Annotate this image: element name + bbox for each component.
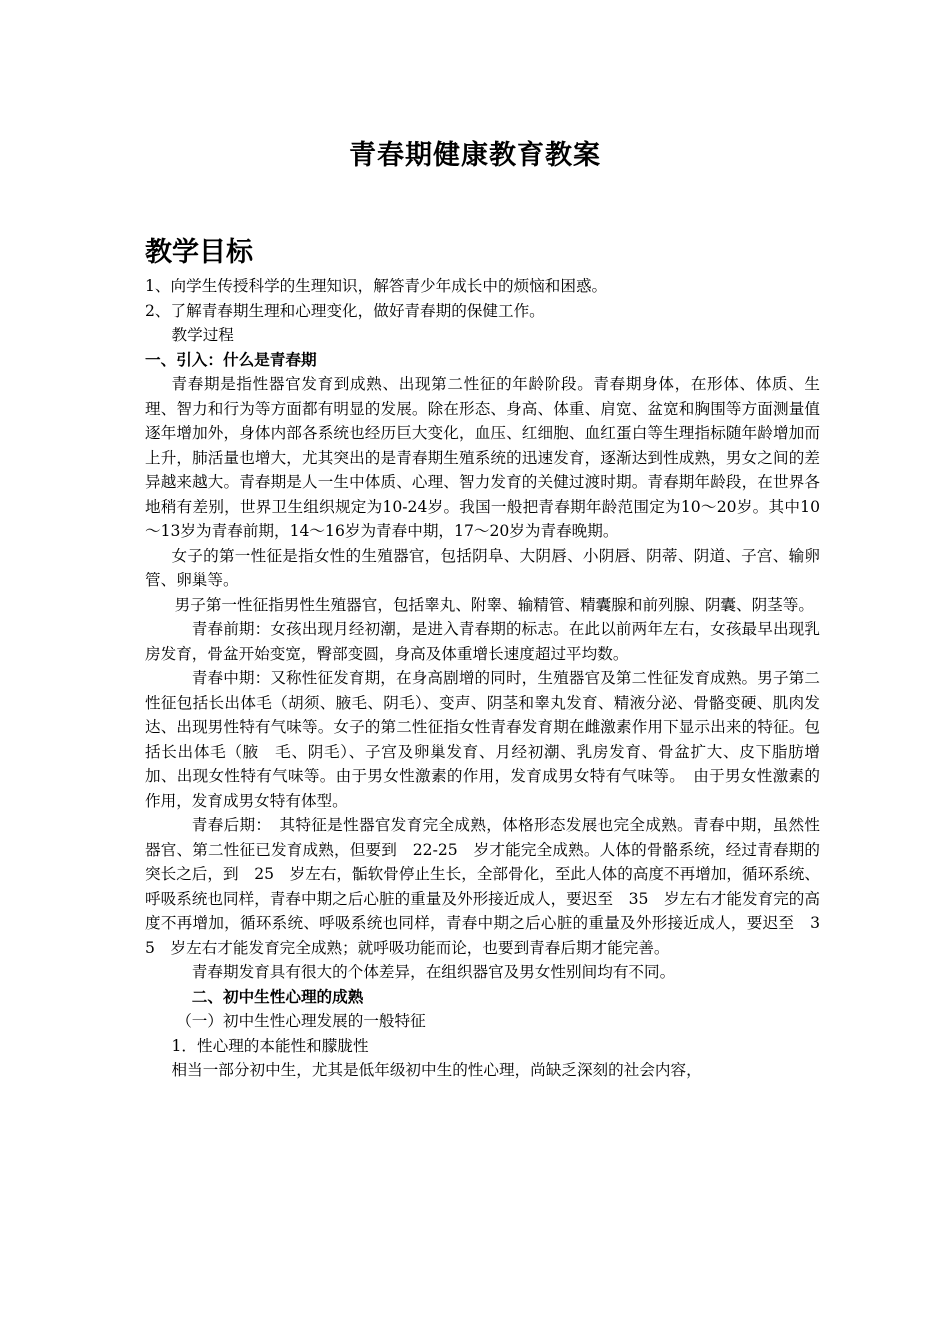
paragraph-individual-difference: 青春期发育具有很大的个体差异，在组织器官及男女性别间均有不同。 [191,963,676,981]
document-body [145,274,820,1083]
paragraph-definition: 青春期是指性器官发育到成熟、出现第二性征的年龄阶段。青春期身体，在形体、体质、生理、智力和行为等方面都有明显的发展。除在形态、身高、体重、肩宽、盆宽和胸围等方面测量值逐年增加外，身体内部各系统也经历巨大变化，血压、红细胞、血红蛋白等生理指标随年龄增加而上升，肺活量也增大，尤其突出的是青春期生殖系统的迅速发育，逐渐达到性成熟，男女之间的差异越来越大。青春期是人一生中体质、心理、智力发育的关健过渡时期。青春期年龄段，在世界各地稍有差别，世界卫生组织规定为10-24岁。我国一般把青春期年龄范围定为10～20岁。其中10～13岁为青春前期，14～16岁为青春中期，17～20岁为青春晚期。 [145,375,820,540]
subsection-heading-one: （一）初中生性心理发展的一般特征 [176,1012,426,1030]
paragraph-male-primary: 男子第一性征指男性生殖器官，包括睾丸、附睾、输精管、精囊腺和前列腺、阴囊、阴茎等。 [174,595,814,614]
document-title: 青春期健康教育教案 [349,140,601,171]
paragraph-middle-stage: 青春中期：又称性征发育期，在身高剧增的同时，生殖器官及第二性征发育成熟。男子第二性征包括长出体毛（胡须、腋毛、阴毛）、变声、阴茎和睾丸发育、精液分泌、骨骼变硬、肌肉发达、出现男性特有气味等。女子的第二性征指女性青春发育期在雌激素作用下显示出来的特征。包括长出体毛（腋 毛、阴毛）、子宫及卵巢发育、月经初潮、乳房发育、骨盆扩大、皮下脂肪增加、出现女性特有气味等。由于男女性激素的作用，发育成男女特有气味等。 由于男女性激素的作用，发育成男女特有体型。 [145,669,820,810]
section-heading-teaching-goals: 教学目标 [145,237,253,268]
paragraph-early-stage: 青春前期：女孩出现月经初潮，是进入青春期的标志。在此以前两年左右，女孩最早出现乳房发育，骨盆开始变宽，臀部变圆，身高及体重增长速度超过平均数。 [145,620,820,663]
goal-item-1: 1、向学生传授科学的生理知识，解答青少年成长中的烦恼和困惑。 [145,277,608,295]
part-two-heading: 二、初中生性心理的成熟 [191,987,364,1006]
point-heading-one: 1．性心理的本能性和朦胧性 [171,1036,369,1055]
goal-item-2: 2、了解青春期生理和心理变化，做好青春期的保健工作。 [145,301,545,320]
teaching-process-label: 教学过程 [171,326,234,344]
part-one-heading: 一、引入：什么是青春期 [145,350,317,369]
paragraph-late-stage: 青春后期： 其特征是性器官发育完全成熟，体格形态发展也完全成熟。青春中期，虽然性器官、第二性征已发育成熟，但要到 22-25 岁才能完全成熟。人体的骨骼系统，经过青春期的突长之后，到 25 岁左右，骺软骨停止生长，全部骨化，至此人体的高度不再增加，循环系统、呼吸系统也同样，青春中期之后心脏的重量及外形接近成人，要迟至 35 岁左右才能发育完的高度不再增加，循环系统、呼吸系统也同样，青春中期之后心脏的重量及外形接近成人，要迟至 3 5 岁左右才能发育完全成熟；就呼吸功能而论，也要到青春后期才能完善。 [145,816,820,957]
paragraph-female-primary: 女子的第一性征是指女性的生殖器官，包括阴阜、大阴唇、小阴唇、阴蒂、阴道、子宫、输卵管、卵巢等。 [145,546,820,589]
paragraph-instinct: 相当一部分初中生，尤其是低年级初中生的性心理，尚缺乏深刻的社会内容， [171,1061,702,1079]
